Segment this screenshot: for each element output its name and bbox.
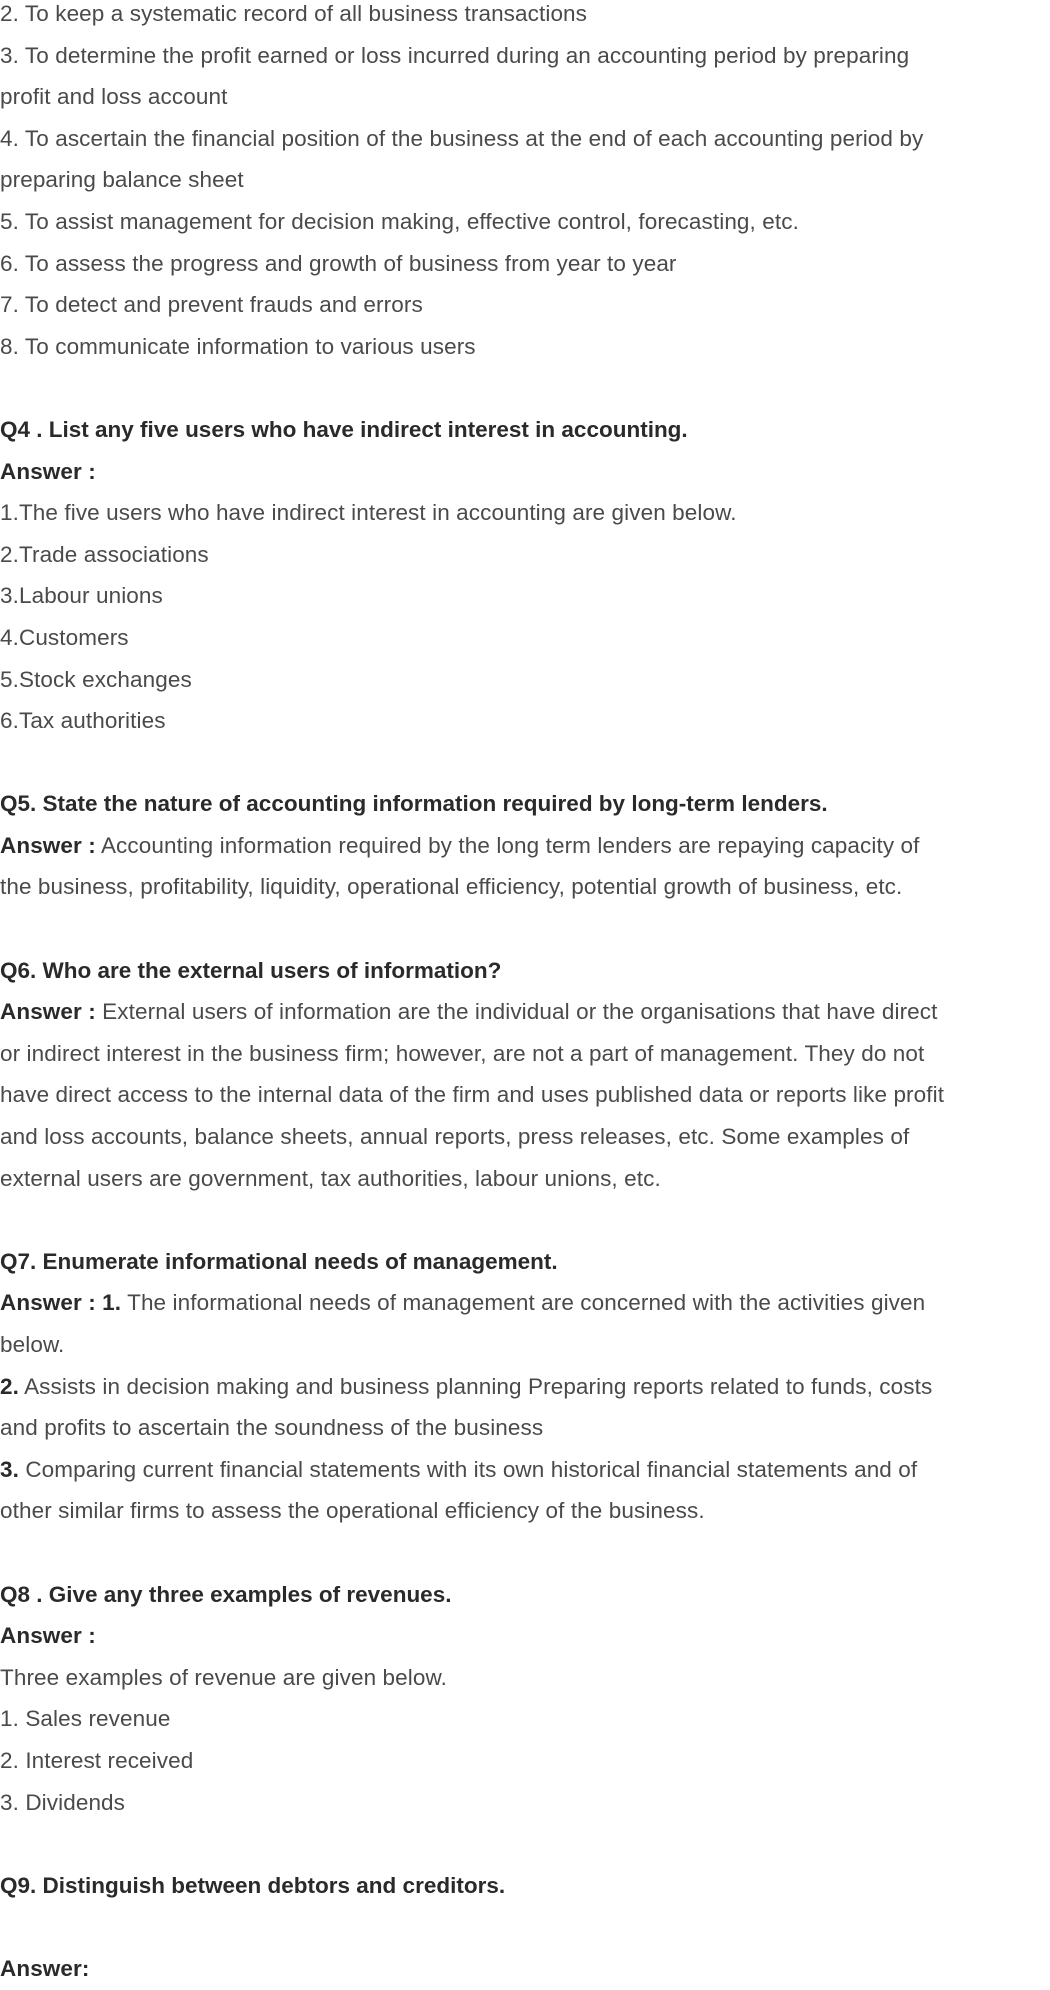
question-heading: Q5. State the nature of accounting information required by long-term lenders.	[0, 791, 828, 817]
answer-line	[0, 991, 1050, 1033]
answer-text: Assists in decision making and business planning Preparing reports related to funds, costs	[18, 1373, 933, 1399]
answer-line: and loss accounts, balance sheets, annual reports, press releases, etc. Some examples of	[0, 1124, 910, 1150]
question-block-q4	[0, 409, 1050, 742]
list-item: 8. To communicate information to various users	[0, 333, 476, 359]
answer-line: external users are government, tax authorities, labour unions, etc.	[0, 1165, 661, 1191]
spacer	[0, 908, 1050, 950]
answer-line	[0, 825, 1050, 867]
answer-label: Answer:	[0, 1955, 90, 1981]
spacer	[0, 1199, 1050, 1241]
list-item: 2.Trade associations	[0, 541, 209, 567]
list-item: preparing balance sheet	[0, 167, 244, 193]
list-item: 5. To assist management for decision making, effective control, forecasting, etc.	[0, 208, 799, 234]
list-item: 6.Tax authorities	[0, 708, 166, 734]
answer-line	[0, 1282, 1050, 1324]
question-heading: Q4 . List any five users who have indirect interest in accounting.	[0, 416, 688, 442]
answer-text: External users of information are the individual or the organisations that have direct	[95, 999, 938, 1025]
list-item: 7. To detect and prevent frauds and errors	[0, 292, 423, 318]
answer-line: the business, profitability, liquidity, operational efficiency, potential growth of business, etc.	[0, 874, 903, 900]
answer-label: Answer :	[0, 999, 96, 1025]
answer-label: Answer :	[0, 1623, 96, 1649]
list-item: Three examples of revenue are given below.	[0, 1664, 447, 1690]
objectives-list	[0, 0, 1050, 367]
answer-text: Comparing current financial statements with its own historical financial statements and of	[18, 1456, 918, 1482]
question-heading: Q8 . Give any three examples of revenues.	[0, 1581, 452, 1607]
list-item: 3. To determine the profit earned or loss incurred during an accounting period by preparing	[0, 42, 910, 68]
answer-text: The informational needs of management are concerned with the activities given	[121, 1290, 926, 1316]
question-block-q5	[0, 783, 1050, 908]
list-item: 4. To ascertain the financial position of the business at the end of each accounting period by	[0, 125, 924, 151]
answer-line: and profits to ascertain the soundness of the business	[0, 1415, 544, 1441]
point-number: 3.	[0, 1456, 19, 1482]
point-number: 1.	[95, 1290, 122, 1316]
answer-text: Accounting information required by the long term lenders are repaying capacity of	[95, 832, 920, 858]
spacer	[0, 367, 1050, 409]
question-block-q9	[0, 1865, 1050, 1990]
spacer	[0, 1532, 1050, 1574]
answer-line: other similar firms to assess the operational efficiency of the business.	[0, 1498, 705, 1524]
answer-line: have direct access to the internal data of the firm and uses published data or reports like profit	[0, 1082, 945, 1108]
question-block-q6	[0, 950, 1050, 1200]
question-block-q8	[0, 1574, 1050, 1824]
list-item: 3. Dividends	[0, 1789, 126, 1815]
list-item: 5.Stock exchanges	[0, 666, 192, 692]
spacer	[0, 1823, 1050, 1865]
answer-line: below.	[0, 1332, 65, 1357]
question-heading: Q6. Who are the external users of information?	[0, 957, 502, 983]
answer-label: Answer :	[0, 1290, 96, 1316]
list-item: profit and loss account	[0, 84, 228, 110]
list-item: 6. To assess the progress and growth of business from year to year	[0, 250, 677, 276]
list-item: 1. Sales revenue	[0, 1706, 171, 1732]
spacer	[0, 1906, 1050, 1948]
question-heading: Q7. Enumerate informational needs of management.	[0, 1248, 558, 1274]
list-item: 3.Labour unions	[0, 583, 163, 609]
question-heading: Q9. Distinguish between debtors and creditors.	[0, 1872, 506, 1898]
spacer	[0, 742, 1050, 784]
list-item: 4.Customers	[0, 624, 129, 650]
answer-line: or indirect interest in the business firm; however, are not a part of management. They do not	[0, 1040, 925, 1066]
answer-label: Answer :	[0, 458, 96, 484]
list-item: 1.The five users who have indirect interest in accounting are given below.	[0, 500, 737, 526]
answer-line	[0, 1449, 1050, 1491]
question-block-q7	[0, 1241, 1050, 1532]
answer-label: Answer :	[0, 832, 96, 858]
list-item: 2. Interest received	[0, 1747, 194, 1773]
answer-line	[0, 1366, 1050, 1408]
list-item: 2. To keep a systematic record of all business transactions	[0, 1, 588, 26]
point-number: 2.	[0, 1373, 19, 1399]
